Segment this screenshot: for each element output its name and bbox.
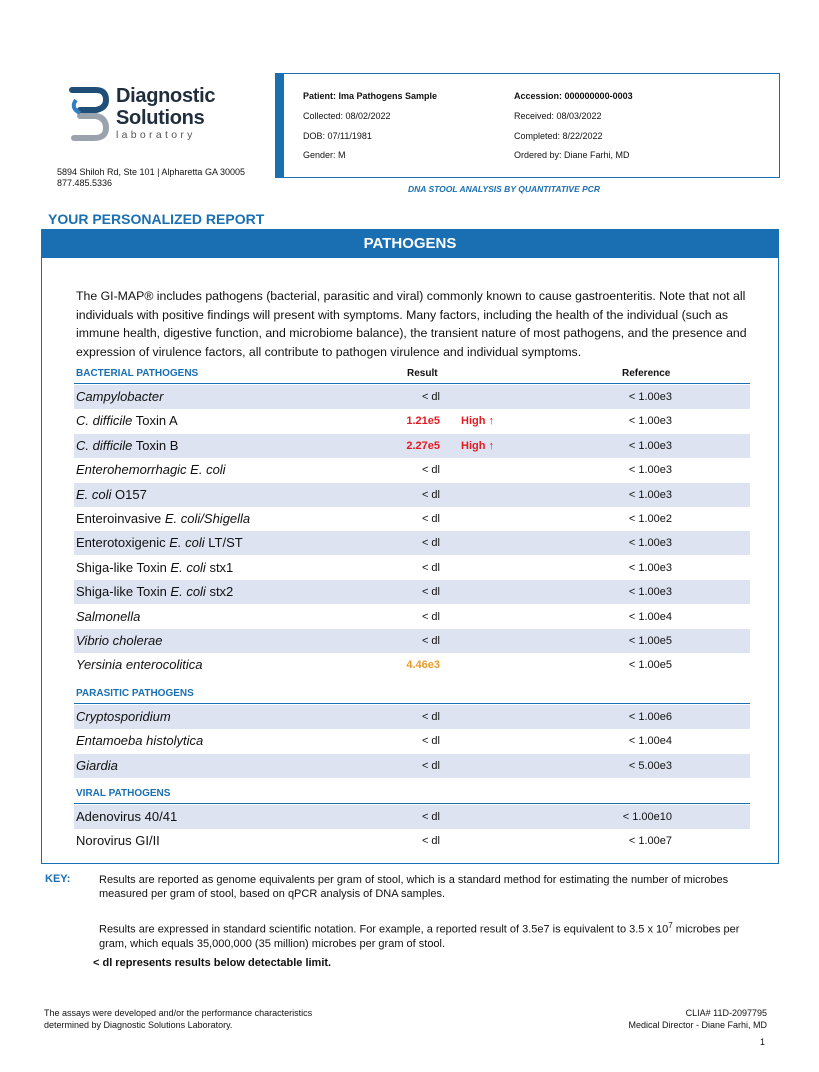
- result-value: < dl: [421, 635, 440, 647]
- result-value: < dl: [421, 811, 440, 823]
- table-row: [74, 580, 750, 604]
- result-value: < dl: [421, 610, 440, 623]
- result-value: < dl: [421, 391, 440, 403]
- footer-disclaimer-line: The assays were developed and/or the performance characteristics: [44, 1008, 313, 1018]
- result-value: < dl: [421, 759, 440, 772]
- exponent: 7: [668, 921, 673, 930]
- result-value: < dl: [421, 513, 440, 525]
- table-row: [74, 434, 750, 458]
- column-header-result: Result: [407, 368, 438, 379]
- pathogen-name-italic: C. difficile: [76, 437, 133, 453]
- table-row: [74, 483, 750, 507]
- collected-date: Collected: 08/02/2022: [303, 111, 391, 121]
- table-row: [74, 705, 750, 729]
- table-row: [74, 729, 750, 753]
- section-heading-bacterial: BACTERIAL PATHOGENS: [76, 368, 199, 379]
- section-divider: [74, 383, 750, 384]
- pathogen-name-italic: E. coli: [170, 584, 206, 600]
- pathogen-name-prefix: Enterotoxigenic: [76, 535, 170, 551]
- pathogen-name-italic: Enterohemorrhagic E. coli: [76, 462, 226, 478]
- pathogen-name-italic: Entamoeba histolytica: [76, 733, 204, 749]
- table-row: [74, 531, 750, 555]
- reference-value: < 1.00e3: [628, 586, 672, 599]
- reference-value: < 1.00e3: [628, 561, 672, 574]
- lab-logo: [66, 86, 266, 146]
- pathogen-name-italic: Giardia: [76, 757, 118, 773]
- table-row: [74, 409, 750, 433]
- page-number: 1: [760, 1037, 766, 1047]
- result-value: < dl: [421, 710, 440, 723]
- reference-value: < 1.00e3: [628, 391, 672, 403]
- result-value: < dl: [421, 537, 440, 550]
- section-banner: PATHOGENS: [42, 230, 778, 258]
- section-divider: [74, 803, 750, 804]
- completed-date: Completed: 8/22/2022: [514, 131, 603, 141]
- pathogen-name-prefix: Shiga-like Toxin: [76, 559, 171, 575]
- pathogen-name-italic: C. difficile: [76, 413, 133, 429]
- footer-disclaimer-line: determined by Diagnostic Solutions Laboratory.: [44, 1020, 233, 1030]
- pathogen-name-italic: Cryptosporidium: [76, 708, 171, 724]
- result-value: < dl: [421, 735, 440, 748]
- report-heading: YOUR PERSONALIZED REPORT: [48, 211, 265, 227]
- section-heading-viral: VIRAL PATHOGENS: [76, 788, 171, 799]
- reference-value: < 1.00e2: [628, 513, 672, 525]
- table-row: [74, 754, 750, 778]
- pathogen-name-italic: Salmonella: [76, 608, 141, 624]
- table-row: [74, 805, 750, 829]
- section-heading-parasitic: PARASITIC PATHOGENS: [76, 687, 194, 699]
- table-row: [74, 629, 750, 653]
- accession: Accession: 000000000-0003: [514, 91, 633, 101]
- key-paragraph-1: Results are reported as genome equivalents per gram of stool, which is a standard method for estimating the number of microbes measured per gram of stool, based on qPCR analysis of DNA samples.: [99, 874, 729, 900]
- table-row: [74, 653, 750, 677]
- table-row: [74, 458, 750, 482]
- reference-value: < 1.00e4: [628, 610, 672, 623]
- result-flag: High ↑: [461, 415, 494, 428]
- intro-paragraph: The GI-MAP® includes pathogens (bacterial, parasitic and viral) commonly known to cause gastroenteritis. Note that not all individuals with positive findings will present with symptoms. Many factors, including the health of the individual (such as immune health, digestive function, and microbiome balance), the transient nature of most pathogens, and the presence and expression of virulence factors, all contribute to pathogen virulence and individual symptoms.: [76, 289, 747, 359]
- clia-number: CLIA# 11D-2097795: [685, 1008, 767, 1018]
- key-paragraph-2: [99, 919, 759, 951]
- table-row: [74, 507, 750, 531]
- logo-text-solutions: Solutions: [116, 107, 205, 129]
- detection-limit-note: < dl represents results below detectable limit.: [93, 957, 332, 969]
- pathogen-name-suffix: O157: [111, 486, 147, 502]
- reference-value: < 5.00e3: [628, 759, 672, 772]
- address-line: 5894 Shiloh Rd, Ste 101 | Alpharetta GA 30005: [57, 167, 245, 177]
- key-paragraph-2-text: Results are expressed in standard scientific notation. For example, a reported result of 3.5e7 is equivalent to 3.5 x 10: [99, 923, 669, 936]
- table-row: [74, 605, 750, 629]
- reference-value: < 1.00e10: [622, 811, 672, 823]
- reference-value: < 1.00e5: [628, 635, 672, 647]
- result-value: < dl: [421, 561, 440, 574]
- medical-director: Medical Director - Diane Farhi, MD: [628, 1020, 767, 1030]
- footer-disclaimer: [44, 1007, 312, 1031]
- reference-value: < 1.00e3: [628, 439, 672, 452]
- result-value: < dl: [421, 464, 440, 477]
- pathogen-name-suffix: stx1: [205, 559, 234, 575]
- patient-info-box: [275, 73, 780, 178]
- reference-value: < 1.00e3: [628, 488, 672, 501]
- pathogen-name-suffix: Toxin A: [132, 413, 178, 429]
- dob: DOB: 07/11/1981: [303, 131, 372, 141]
- reference-value: < 1.00e3: [628, 464, 672, 477]
- pathogen-name-italic: Yersinia enterocolitica: [76, 657, 203, 673]
- reference-value: < 1.00e4: [628, 735, 672, 748]
- pathogen-name-italic: E. coli: [76, 486, 112, 502]
- result-value: < dl: [421, 488, 440, 501]
- pathogen-name-italic: E. coli: [170, 559, 206, 575]
- result-value: < dl: [421, 835, 440, 848]
- lab-address: [57, 167, 245, 189]
- pathogen-name-prefix: Shiga-like Toxin: [76, 584, 171, 600]
- key-label: KEY:: [45, 873, 71, 885]
- result-value: < dl: [421, 586, 440, 599]
- reference-value: < 1.00e3: [628, 415, 672, 428]
- pathogen-name-italic: Vibrio cholerae: [76, 633, 163, 648]
- result-flag: High ↑: [461, 439, 494, 452]
- logo-text-laboratory: laboratory: [116, 129, 196, 141]
- test-subtitle: DNA STOOL ANALYSIS BY QUANTITATIVE PCR: [408, 184, 601, 194]
- reference-value: < 1.00e3: [628, 537, 672, 550]
- phone-line: 877.485.5336: [57, 178, 113, 188]
- logo-text-diagnostic: Diagnostic: [116, 85, 216, 107]
- pathogen-name-italic: Campylobacter: [76, 389, 164, 404]
- lab-logo-icon: [66, 86, 110, 142]
- column-header-reference: Reference: [622, 368, 671, 379]
- reference-value: < 1.00e5: [628, 659, 672, 672]
- pathogen-name-italic: E. coli: [169, 535, 205, 551]
- table-row: [74, 556, 750, 580]
- key-paragraph-2-text-end: microbes per gram, which equals 35,000,000 (35 million) microbes per gram of stool.: [99, 923, 740, 950]
- ordered-by: Ordered by: Diane Farhi, MD: [514, 150, 630, 160]
- pathogen-name-prefix: Norovirus GI/II: [76, 833, 160, 849]
- pathogen-name-italic: E. coli/Shigella: [164, 511, 251, 526]
- result-value: 2.27e5: [406, 439, 440, 452]
- pathogen-name-suffix: stx2: [205, 584, 234, 600]
- received-date: Received: 08/03/2022: [514, 111, 602, 121]
- table-row: [74, 829, 750, 853]
- pathogen-name-suffix: Toxin B: [132, 437, 179, 453]
- table-row: [74, 385, 750, 409]
- reference-value: < 1.00e7: [628, 835, 672, 848]
- reference-value: < 1.00e6: [628, 710, 672, 723]
- patient-name: Patient: Ima Pathogens Sample: [303, 91, 438, 101]
- section-divider: [74, 703, 750, 704]
- footer-credentials: [628, 1007, 767, 1031]
- gender: Gender: M: [303, 150, 346, 160]
- pathogen-name-prefix: Adenovirus 40/41: [76, 809, 178, 824]
- result-value: 4.46e3: [406, 659, 440, 672]
- pathogen-name-prefix: Enteroinvasive: [76, 511, 165, 526]
- result-value: 1.21e5: [406, 415, 440, 428]
- pathogen-name-suffix: LT/ST: [204, 535, 243, 551]
